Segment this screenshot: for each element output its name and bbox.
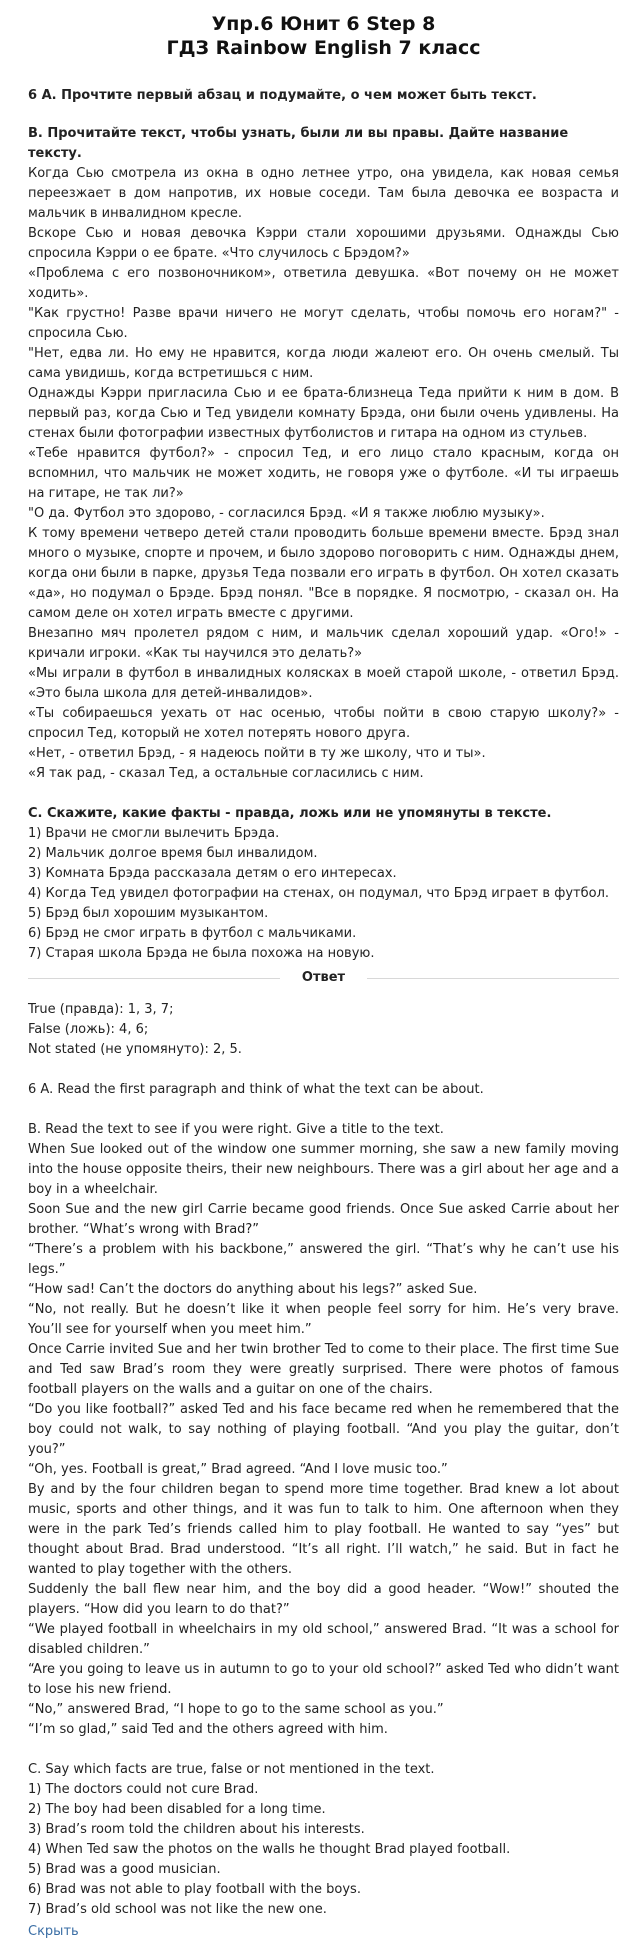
fact-ru-item: 1) Врачи не смогли вылечить Брэда. [28, 826, 280, 841]
divider-line-left [28, 978, 280, 979]
answer-divider [28, 968, 619, 988]
collapse-link[interactable]: Скрыть [28, 1924, 79, 1939]
text-en-paragraph: “There’s a problem with his backbone,” answered the girl. “That’s why he can’t use his legs.” [28, 1242, 619, 1277]
page-title [28, 12, 619, 60]
fact-ru-item: 6) Брэд не смог играть в футбол с мальчиками. [28, 926, 357, 941]
text-en-paragraph: “Are you going to leave us in autumn to go to your old school?” asked Ted who didn’t want to lose his new friend. [28, 1662, 619, 1697]
text-en-paragraph: “We played football in wheelchairs in my old school,” answered Brad. “It was a school for disabled children.” [28, 1622, 619, 1657]
text-en-paragraph: Once Carrie invited Sue and her twin brother Ted to come to their place. The first time Sue and Ted saw Brad’s room they were greatly surprised. There were photos of famous football players on the walls and a guitar on one of the chairs. [28, 1342, 619, 1397]
text-en-paragraph: “No,” answered Brad, “I hope to go to the same school as you.” [28, 1702, 444, 1717]
answers-list [28, 1000, 619, 1060]
fact-ru-item: 4) Когда Тед увидел фотографии на стенах, он подумал, что Брэд играет в футбол. [28, 886, 610, 901]
task-a-ru: 6 А. Прочтите первый абзац и подумайте, о чем может быть текст. [28, 88, 537, 103]
text-ru-paragraph: Вскоре Сью и новая девочка Кэрри стали хорошими друзьями. Однажды Сью спросила Кэрри о ее брате. «Что случилось с Брэдом?» [28, 226, 619, 261]
fact-ru-item: 3) Комната Брэда рассказала детям о его интересах. [28, 866, 397, 881]
text-en [28, 1140, 619, 1740]
title-line-2: ГДЗ Rainbow English 7 класс [166, 37, 481, 59]
text-en-paragraph: “No, not really. But he doesn’t like it when people feel sorry for him. He’s very brave. You’ll see for yourself when you meet him.” [28, 1302, 619, 1337]
text-ru-paragraph: "О да. Футбол это здорово, - согласился Брэд. «И я также люблю музыку». [28, 506, 545, 521]
text-ru-paragraph: К тому времени четверо детей стали проводить больше времени вместе. Брэд знал много о музыке, спорте и прочем, и было здорово поговорить с ним. Однажды днем, когда они были в парке, друзья Теда позвали его играть в футбол. Он хотел сказать «да», но подумал о Брэде. Брэд понял. "Все в порядке. Я посмотрю, - сказал он. На самом деле он хотел играть вместе с другими. [28, 526, 619, 621]
fact-en-item: 6) Brad was not able to play football with the boys. [28, 1882, 361, 1897]
text-en-paragraph: By and by the four children began to spend more time together. Brad knew a lot about music, sports and other things, and it was fun to talk to him. One afternoon when they were in the park Ted’s friends called him to play football. He wanted to say “yes” but thought about Brad. Brad understood. “It’s all right. I’ll watch,” he said. But in fact he wanted to play together with the others. [28, 1482, 619, 1577]
text-ru [28, 164, 619, 784]
text-ru-paragraph: «Нет, - ответил Брэд, - я надеюсь пойти в ту же школу, что и ты». [28, 746, 486, 761]
text-ru-paragraph: «Проблема с его позвоночником», ответила девушка. «Вот почему он не может ходить». [28, 266, 619, 301]
answer-item: False (ложь): 4, 6; [28, 1022, 149, 1037]
fact-en-item: 2) The boy had been disabled for a long time. [28, 1802, 326, 1817]
fact-en-item: 4) When Ted saw the photos on the walls he thought Brad played football. [28, 1842, 511, 1857]
answer-item: Not stated (не упомянуто): 2, 5. [28, 1042, 242, 1057]
text-ru-paragraph: Однажды Кэрри пригласила Сью и ее брата-близнеца Теда прийти к ним в дом. В первый раз, когда Сью и Тед увидели комнату Брэда, они были очень удивлены. На стенах были фотографии известных футболистов и гитара на одном из стульев. [28, 386, 619, 441]
text-ru-paragraph: «Ты собираешься уехать от нас осенью, чтобы пойти в свою старую школу?» - спросил Тед, который не хотел потерять нового друга. [28, 706, 619, 741]
answer-item: True (правда): 1, 3, 7; [28, 1002, 174, 1017]
answer-label: Ответ [301, 970, 346, 985]
text-en-paragraph: “Do you like football?” asked Ted and his face became red when he remembered that the boy could not walk, to say nothing of playing football. “And you play the guitar, don’t you?” [28, 1402, 619, 1457]
text-ru-paragraph: Когда Сью смотрела из окна в одно летнее утро, она увидела, как новая семья переезжает в дом напротив, их новые соседи. Там была девочка ее возраста и мальчик в инвалидном кресле. [28, 166, 619, 221]
fact-en-item: 1) The doctors could not cure Brad. [28, 1782, 259, 1797]
text-ru-paragraph: Внезапно мяч пролетел рядом с ним, и мальчик сделал хороший удар. «Ого!» - кричали игроки. «Как ты научился это делать?» [28, 626, 619, 661]
text-en-paragraph: When Sue looked out of the window one summer morning, she saw a new family moving into the house opposite theirs, their new neighbours. There was a girl about her age and a boy in a wheelchair. [28, 1142, 619, 1197]
fact-en-item: 3) Brad’s room told the children about his interests. [28, 1822, 365, 1837]
text-ru-paragraph: «Тебе нравится футбол?» - спросил Тед, и его лицо стало красным, когда он вспомнил, что мальчик не может ходить, не говоря уже о футболе. «И ты играешь на гитаре, не так ли?» [28, 446, 619, 501]
text-ru-paragraph: "Нет, едва ли. Но ему не нравится, когда люди жалеют его. Он очень смелый. Ты сама увидишь, когда встретишься с ним. [28, 346, 619, 381]
fact-en-item: 5) Brad was a good musician. [28, 1862, 221, 1877]
task-c-ru: С. Скажите, какие факты - правда, ложь или не упомянуты в тексте. [28, 806, 552, 821]
task-a-en: 6 A. Read the first paragraph and think of what the text can be about. [28, 1082, 484, 1097]
task-b-en: B. Read the text to see if you were right. Give a title to the text. [28, 1122, 444, 1137]
text-en-paragraph: Suddenly the ball flew near him, and the boy did a good header. “Wow!” shouted the players. “How did you learn to do that?” [28, 1582, 619, 1617]
title-line-1: Упр.6 Юнит 6 Step 8 [211, 13, 436, 35]
task-b-ru: В. Прочитайте текст, чтобы узнать, были ли вы правы. Дайте название тексту. [28, 126, 569, 161]
fact-ru-item: 2) Мальчик долгое время был инвалидом. [28, 846, 318, 861]
text-en-paragraph: Soon Sue and the new girl Carrie became good friends. Once Sue asked Carrie about her brother. “What’s wrong with Brad?” [28, 1202, 619, 1237]
text-ru-paragraph: «Я так рад, - сказал Тед, а остальные согласились с ним. [28, 766, 424, 781]
text-ru-paragraph: «Мы играли в футбол в инвалидных колясках в моей старой школе, - ответил Брэд. «Это была школа для детей-инвалидов». [28, 666, 619, 701]
text-en-paragraph: “How sad! Can’t the doctors do anything about his legs?” asked Sue. [28, 1282, 478, 1297]
facts-en-list [28, 1780, 619, 1920]
facts-ru-list [28, 824, 619, 964]
fact-ru-item: 7) Старая школа Брэда не была похожа на новую. [28, 946, 375, 961]
text-en-paragraph: “Oh, yes. Football is great,” Brad agreed. “And I love music too.” [28, 1462, 448, 1477]
text-ru-paragraph: "Как грустно! Разве врачи ничего не могут сделать, чтобы помочь его ногам?" - спросила Сью. [28, 306, 619, 341]
fact-ru-item: 5) Брэд был хорошим музыкантом. [28, 906, 269, 921]
fact-en-item: 7) Brad’s old school was not like the new one. [28, 1902, 327, 1917]
divider-line-right [367, 978, 619, 979]
task-c-en: C. Say which facts are true, false or not mentioned in the text. [28, 1762, 435, 1777]
text-en-paragraph: “I’m so glad,” said Ted and the others agreed with him. [28, 1722, 388, 1737]
